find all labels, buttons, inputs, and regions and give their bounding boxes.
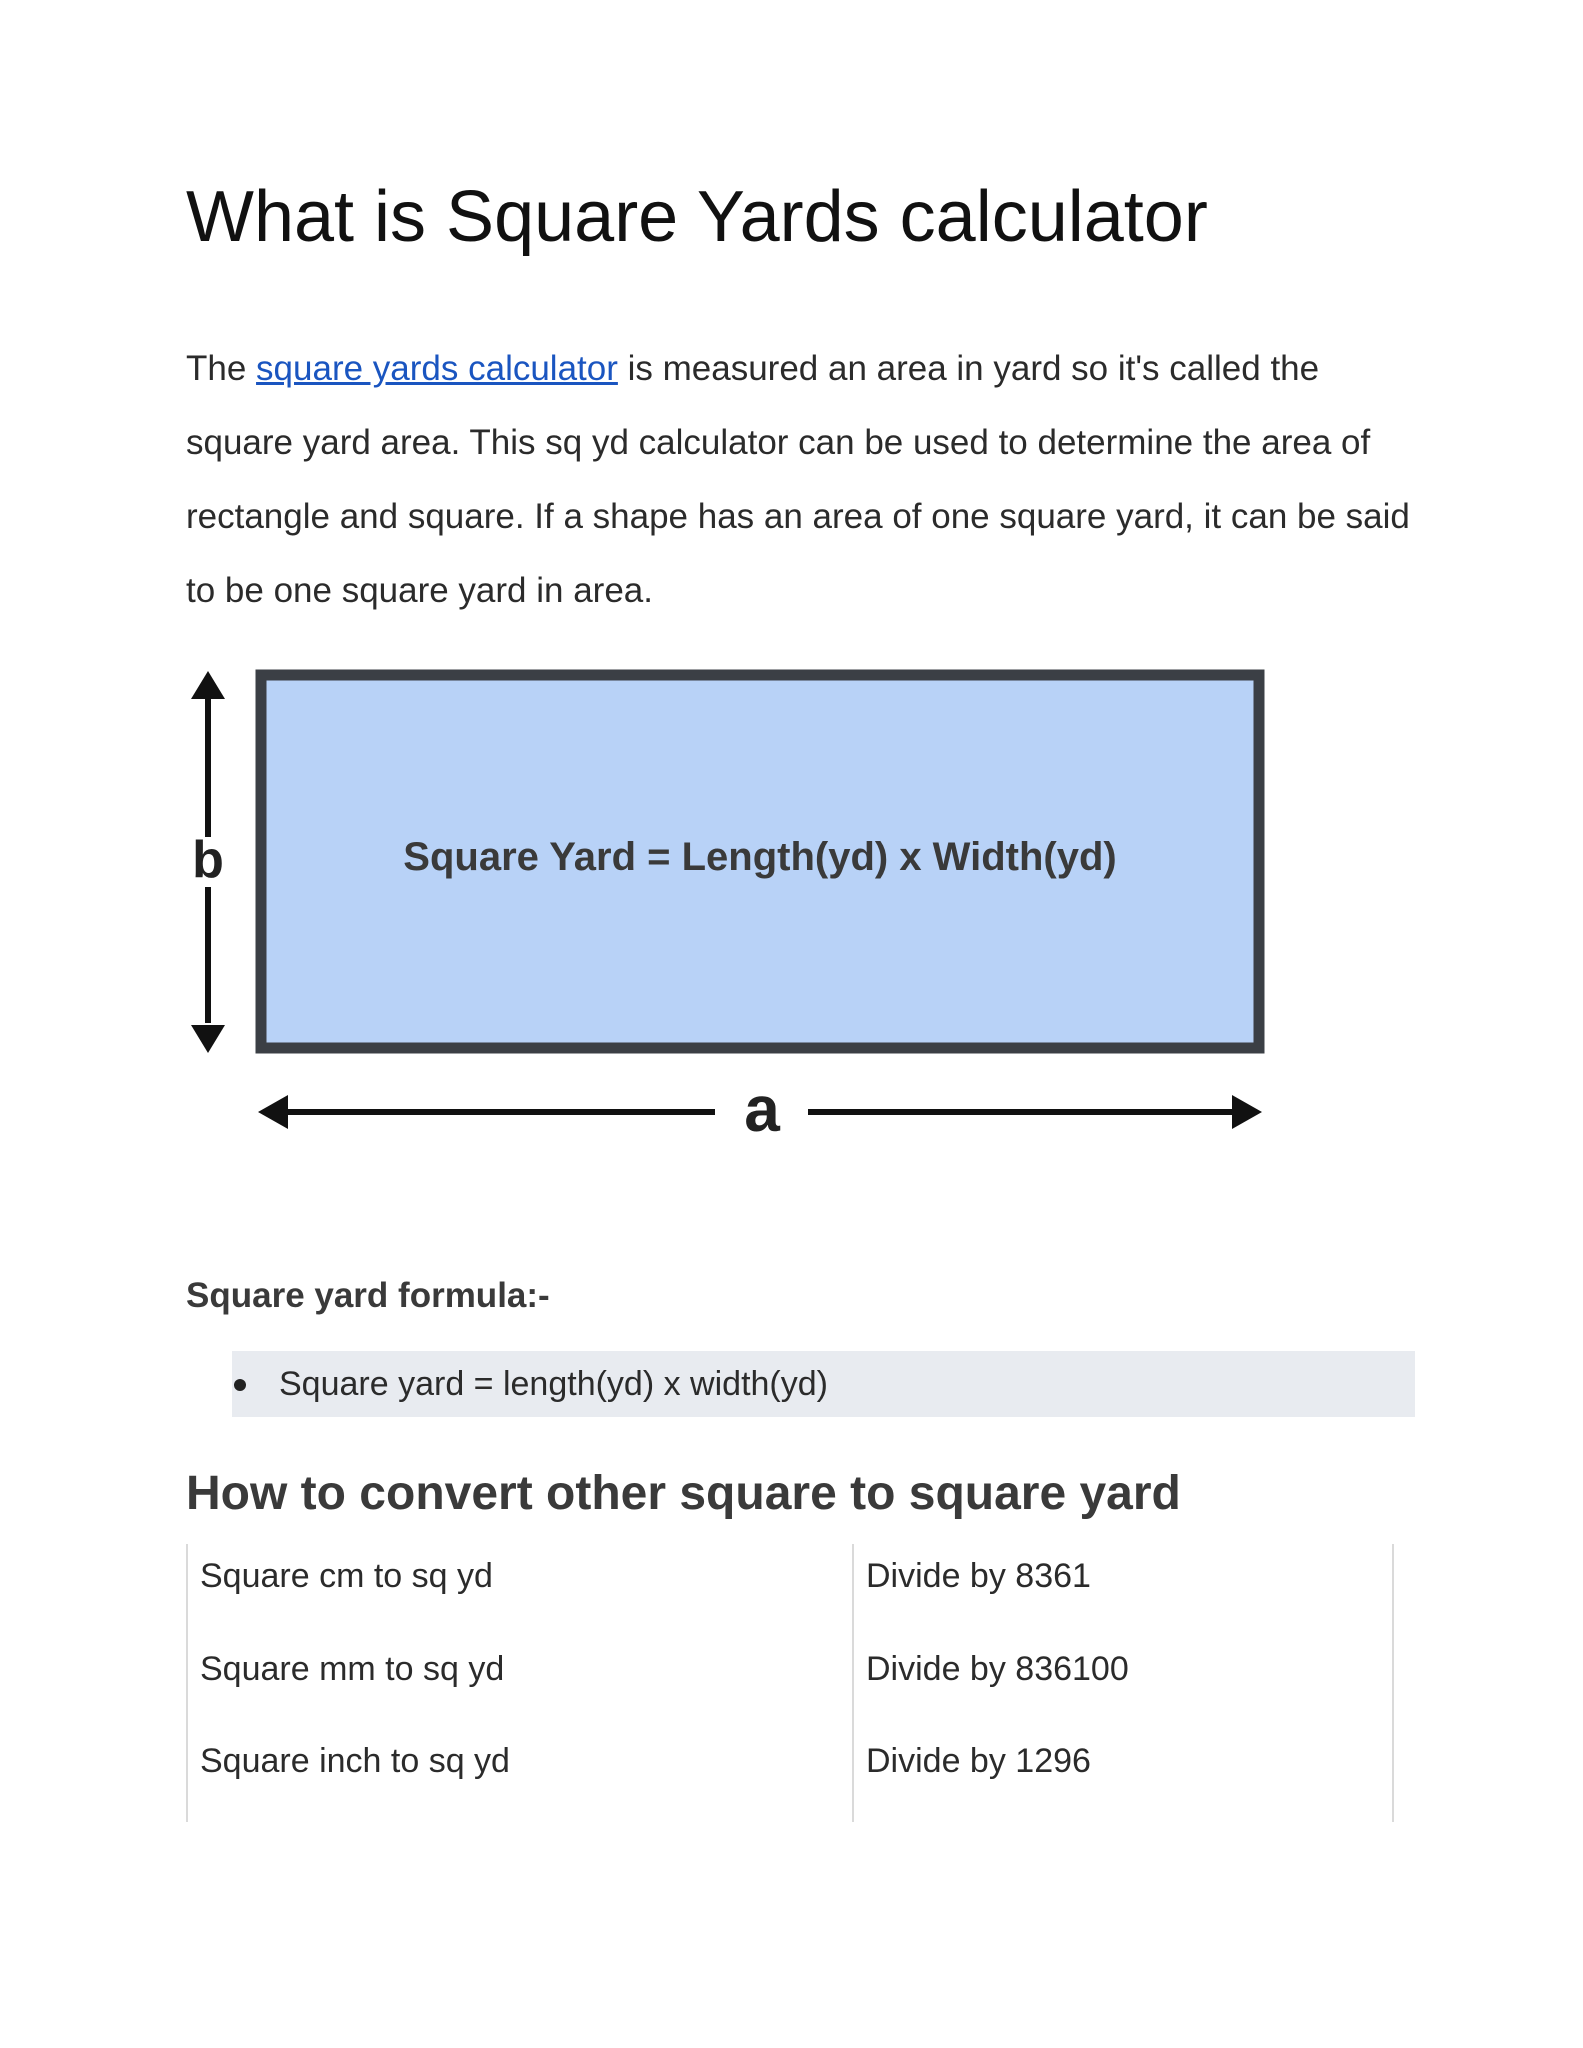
table-row: [187, 1544, 1393, 1637]
conversion-rule-cell: Divide by 836100: [853, 1637, 1393, 1730]
page-title: What is Square Yards calculator: [186, 177, 1208, 257]
square-yard-diagram: [180, 665, 1280, 1185]
intro-suffix: is measured an area in yard so it's called the square yard area. This sq yd calculator can be used to determine the area of rectangle and square. If a shape has an area of one square yard, it can be said to be one square yard in area.: [186, 349, 1410, 610]
height-label: b: [192, 831, 224, 889]
formula-heading: Square yard formula:-: [186, 1276, 550, 1315]
formula-list-item: Square yard = length(yd) x width(yd): [232, 1351, 1415, 1417]
formula-box: [232, 1351, 1415, 1417]
width-arrow-left-head: [258, 1095, 288, 1129]
width-label: a: [744, 1073, 780, 1145]
square-yards-calculator-link[interactable]: square yards calculator: [256, 349, 618, 388]
conversion-rule-cell: Divide by 8361: [853, 1544, 1393, 1637]
conversion-rule-cell: Divide by 1296: [853, 1729, 1393, 1822]
table-row: [187, 1729, 1393, 1822]
formula-list: [232, 1351, 1415, 1417]
conversion-table: [186, 1544, 1394, 1822]
table-row: [187, 1637, 1393, 1730]
conversion-from-cell: Square inch to sq yd: [187, 1729, 853, 1822]
conversion-heading: How to convert other square to square yard: [186, 1467, 1181, 1520]
conversion-from-cell: Square mm to sq yd: [187, 1637, 853, 1730]
width-arrow-right-head: [1232, 1095, 1262, 1129]
area-equation: Square Yard = Length(yd) x Width(yd): [403, 835, 1117, 879]
intro-paragraph: [186, 332, 1416, 628]
height-arrow-down-head: [191, 1025, 225, 1053]
height-arrow-up-head: [191, 671, 225, 699]
intro-prefix: The: [186, 349, 257, 388]
conversion-from-cell: Square cm to sq yd: [187, 1544, 853, 1637]
